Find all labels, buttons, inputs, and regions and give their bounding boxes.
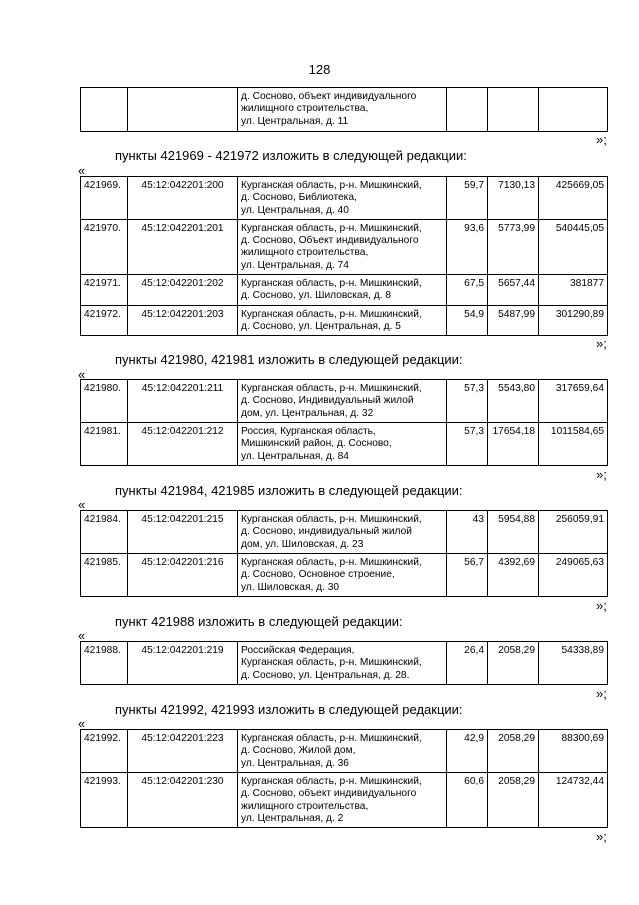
cadastral-number: 45:12:042201:216 bbox=[128, 554, 238, 597]
unit-price: 4392,69 bbox=[488, 554, 539, 597]
table-row bbox=[81, 88, 608, 132]
area: 26,4 bbox=[447, 642, 488, 685]
cadastral-value: 88300,69 bbox=[539, 730, 608, 773]
item-number: 421988. bbox=[81, 642, 128, 685]
unit-price bbox=[488, 88, 539, 132]
item-number: 421985. bbox=[81, 554, 128, 597]
closing-quote: »; bbox=[596, 467, 607, 482]
address: Курганская область, р-н. Мишкинский, д. Сосново, объект индивидуального жилищного строительства, ул. Центральная, д. 2 bbox=[238, 773, 447, 828]
table-row bbox=[81, 275, 608, 306]
table-row bbox=[81, 642, 608, 685]
cadastral-number: 45:12:042201:219 bbox=[128, 642, 238, 685]
item-number: 421972. bbox=[81, 305, 128, 336]
area: 56,7 bbox=[447, 554, 488, 597]
area: 54,9 bbox=[447, 305, 488, 336]
address: Россия, Курганская область, Мишкинский район, д. Сосново, ул. Центральная, д. 84 bbox=[238, 423, 447, 466]
table-row bbox=[81, 730, 608, 773]
cadastral-value: 249065,63 bbox=[539, 554, 608, 597]
item-number bbox=[81, 88, 128, 132]
area bbox=[447, 88, 488, 132]
amendment-table bbox=[80, 379, 608, 466]
table-row bbox=[81, 380, 608, 423]
amendment-instruction: пункт 421988 изложить в следующей редакции: bbox=[115, 614, 403, 629]
cadastral-number: 45:12:042201:203 bbox=[128, 305, 238, 336]
cadastral-value: 317659,64 bbox=[539, 380, 608, 423]
item-number: 421992. bbox=[81, 730, 128, 773]
cadastral-value: 301290,89 bbox=[539, 305, 608, 336]
cadastral-value: 124732,44 bbox=[539, 773, 608, 828]
address: Курганская область, р-н. Мишкинский, д. Сосново, Основное строение, ул. Шиловская, д. 30 bbox=[238, 554, 447, 597]
amendment-instruction: пункты 421969 - 421972 изложить в следующей редакции: bbox=[115, 148, 467, 163]
item-number: 421971. bbox=[81, 275, 128, 306]
area: 57,3 bbox=[447, 423, 488, 466]
item-number: 421981. bbox=[81, 423, 128, 466]
opening-quote: « bbox=[78, 163, 86, 178]
closing-quote: »; bbox=[596, 829, 607, 844]
closing-quote: »; bbox=[596, 132, 607, 147]
amendment-table bbox=[80, 729, 608, 828]
unit-price: 7130,13 bbox=[488, 177, 539, 220]
cadastral-value bbox=[539, 88, 608, 132]
cadastral-number: 45:12:042201:230 bbox=[128, 773, 238, 828]
cadastral-number: 45:12:042201:211 bbox=[128, 380, 238, 423]
address: Курганская область, р-н. Мишкинский, д. Сосново, Жилой дом, ул. Центральная, д. 36 bbox=[238, 730, 447, 773]
continuation-table bbox=[80, 87, 608, 132]
area: 43 bbox=[447, 511, 488, 554]
unit-price: 5657,44 bbox=[488, 275, 539, 306]
table-row bbox=[81, 554, 608, 597]
opening-quote: « bbox=[78, 367, 86, 382]
address: Курганская область, р-н. Мишкинский, д. Сосново, Библиотека, ул. Центральная, д. 40 bbox=[238, 177, 447, 220]
cadastral-value: 256059,91 bbox=[539, 511, 608, 554]
address: Курганская область, р-н. Мишкинский, д. Сосново, Объект индивидуального жилищного строительства, ул. Центральная, д. 74 bbox=[238, 219, 447, 274]
area: 60,6 bbox=[447, 773, 488, 828]
unit-price: 2058,29 bbox=[488, 730, 539, 773]
amendment-table bbox=[80, 176, 608, 336]
table-row bbox=[81, 511, 608, 554]
area: 93,6 bbox=[447, 219, 488, 274]
area: 57,3 bbox=[447, 380, 488, 423]
area: 67,5 bbox=[447, 275, 488, 306]
opening-quote: « bbox=[78, 628, 86, 643]
closing-quote: »; bbox=[596, 598, 607, 613]
area: 42,9 bbox=[447, 730, 488, 773]
address: Курганская область, р-н. Мишкинский, д. Сосново, Индивидуальный жилой дом, ул. Центральная, д. 32 bbox=[238, 380, 447, 423]
closing-quote: »; bbox=[596, 336, 607, 351]
cadastral-number bbox=[128, 88, 238, 132]
opening-quote: « bbox=[78, 716, 86, 731]
item-number: 421970. bbox=[81, 219, 128, 274]
unit-price: 5487,99 bbox=[488, 305, 539, 336]
cadastral-number: 45:12:042201:212 bbox=[128, 423, 238, 466]
table-row bbox=[81, 305, 608, 336]
address: Российская Федерация, Курганская область, р-н. Мишкинский, д. Сосново, ул. Центральная, д. 28. bbox=[238, 642, 447, 685]
table-row bbox=[81, 177, 608, 220]
cadastral-value: 54338,89 bbox=[539, 642, 608, 685]
unit-price: 2058,29 bbox=[488, 773, 539, 828]
unit-price: 5954,88 bbox=[488, 511, 539, 554]
item-number: 421969. bbox=[81, 177, 128, 220]
table-row bbox=[81, 423, 608, 466]
table-row bbox=[81, 773, 608, 828]
cadastral-value: 425669,05 bbox=[539, 177, 608, 220]
amendment-instruction: пункты 421984, 421985 изложить в следующей редакции: bbox=[115, 483, 463, 498]
cadastral-value: 1011584,65 bbox=[539, 423, 608, 466]
cadastral-number: 45:12:042201:202 bbox=[128, 275, 238, 306]
item-number: 421984. bbox=[81, 511, 128, 554]
area: 59,7 bbox=[447, 177, 488, 220]
unit-price: 5543,80 bbox=[488, 380, 539, 423]
cadastral-number: 45:12:042201:200 bbox=[128, 177, 238, 220]
address: Курганская область, р-н. Мишкинский, д. Сосново, ул. Шиловская, д. 8 bbox=[238, 275, 447, 306]
amendment-table bbox=[80, 641, 608, 685]
cadastral-number: 45:12:042201:215 bbox=[128, 511, 238, 554]
cadastral-value: 540445,05 bbox=[539, 219, 608, 274]
amendment-instruction: пункты 421992, 421993 изложить в следующей редакции: bbox=[115, 702, 463, 717]
unit-price: 5773,99 bbox=[488, 219, 539, 274]
cadastral-number: 45:12:042201:223 bbox=[128, 730, 238, 773]
unit-price: 17654,18 bbox=[488, 423, 539, 466]
item-number: 421980. bbox=[81, 380, 128, 423]
address: Курганская область, р-н. Мишкинский, д. Сосново, индивидуальный жилой дом, ул. Шиловская, д. 23 bbox=[238, 511, 447, 554]
cadastral-number: 45:12:042201:201 bbox=[128, 219, 238, 274]
table-row bbox=[81, 219, 608, 274]
item-number: 421993. bbox=[81, 773, 128, 828]
page-number: 128 bbox=[308, 62, 331, 77]
unit-price: 2058,29 bbox=[488, 642, 539, 685]
address: Курганская область, р-н. Мишкинский, д. Сосново, ул. Центральная, д. 5 bbox=[238, 305, 447, 336]
address: д. Сосново, объект индивидуального жилищного строительства, ул. Центральная, д. 11 bbox=[238, 88, 447, 132]
cadastral-value: 381877 bbox=[539, 275, 608, 306]
amendment-table bbox=[80, 510, 608, 597]
closing-quote: »; bbox=[596, 686, 607, 701]
opening-quote: « bbox=[78, 497, 86, 512]
amendment-instruction: пункты 421980, 421981 изложить в следующей редакции: bbox=[115, 352, 463, 367]
